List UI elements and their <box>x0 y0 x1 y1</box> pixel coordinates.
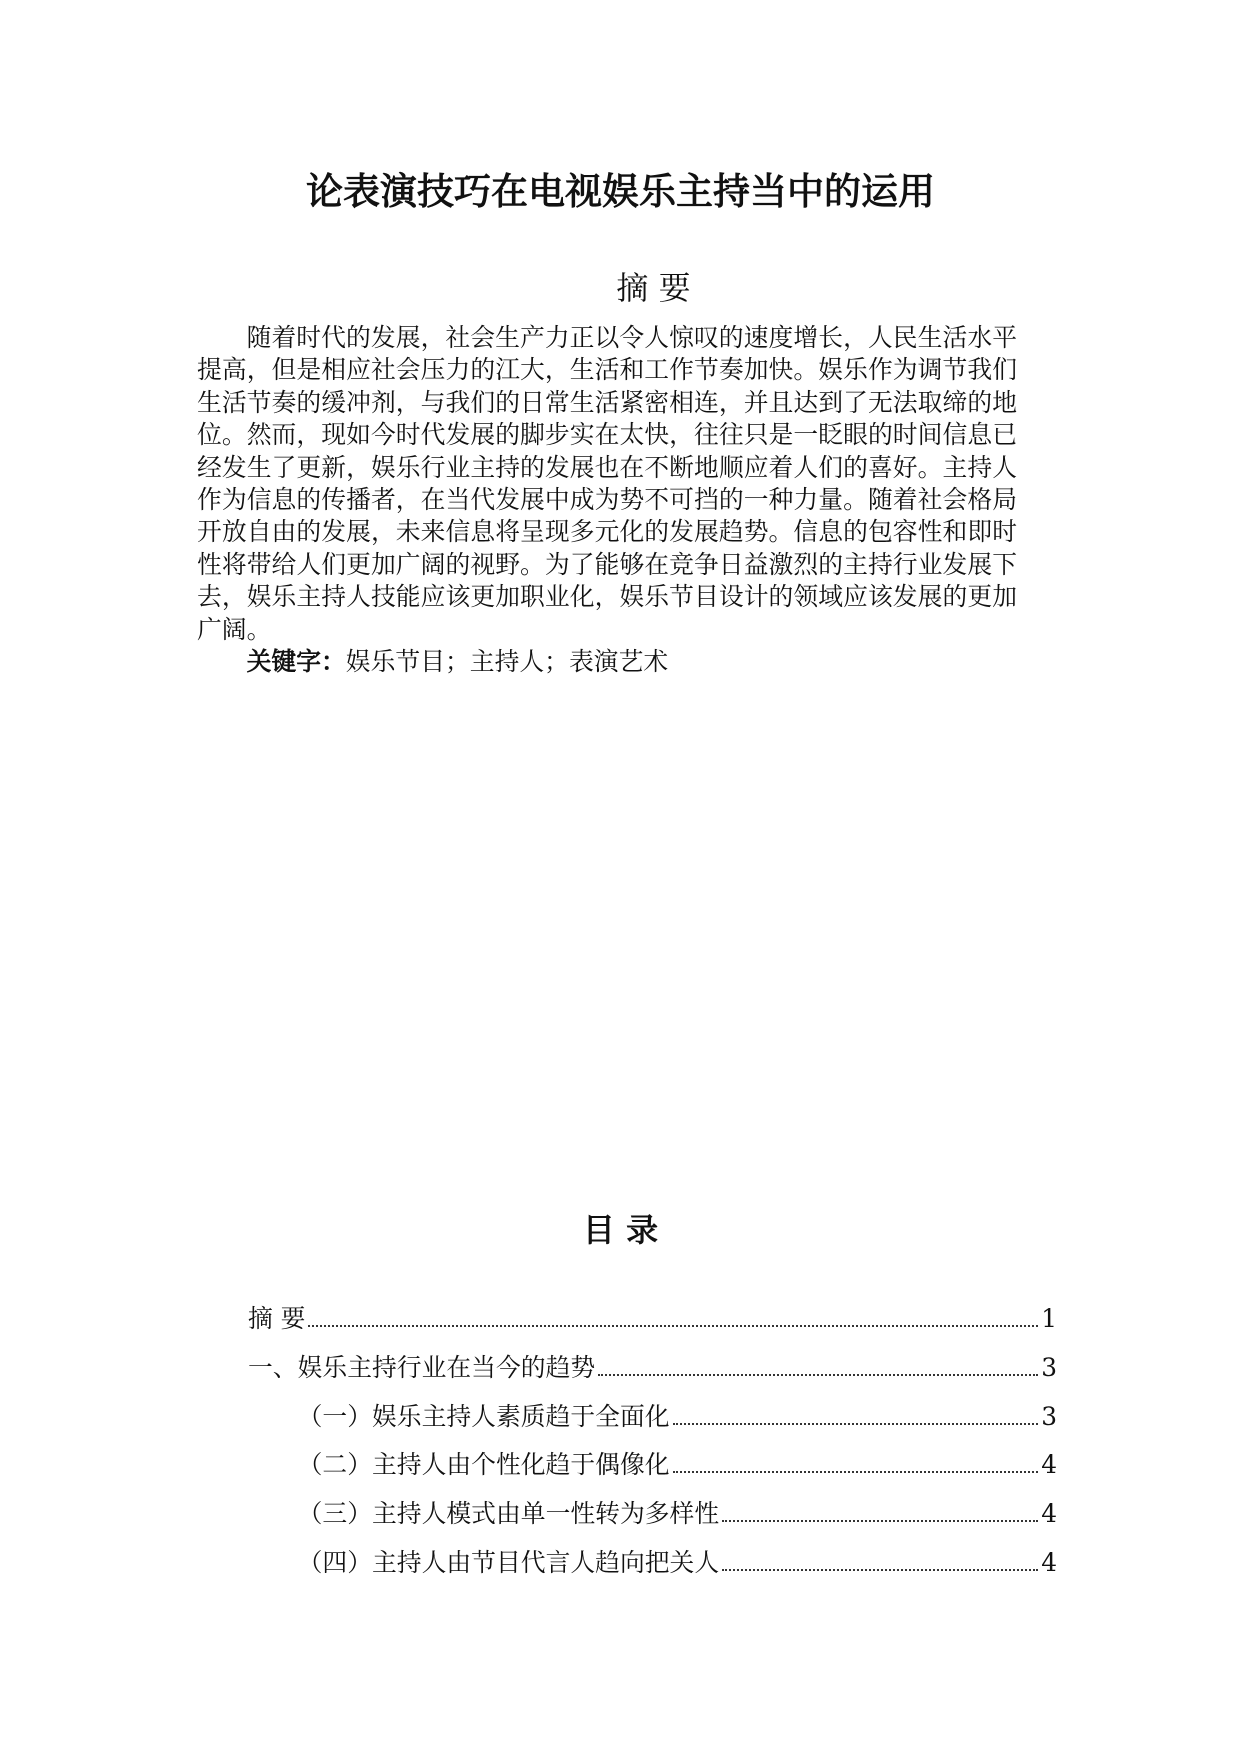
toc-entry-label: （三）主持人模式由单一性转为多样性 <box>297 1499 720 1529</box>
document-title: 论表演技巧在电视娱乐主持当中的运用 <box>306 170 935 213</box>
toc-leader-dots <box>722 1520 1038 1522</box>
toc-entry-label: 一、娱乐主持行业在当今的趋势 <box>248 1352 596 1382</box>
toc-leader-dots <box>673 1471 1039 1473</box>
abstract-section <box>197 322 1017 678</box>
keywords-line <box>197 646 1017 678</box>
abstract-body: 随着时代的发展，社会生产力正以令人惊叹的速度增长，人民生活水平提高，但是相应社会压力的江大，生活和工作节奏加快。娱乐作为调节我们生活节奏的缓冲剂，与我们的日常生活紧密相连，并且达到了无法取缔的地位。然而，现如今时代发展的脚步实在太快，往往只是一眨眼的时间信息已经发生了更新，娱乐行业主持的发展也在不断地顺应着人们的喜好。主持人作为信息的传播者，在当代发展中成为势不可挡的一种力量。随着社会格局开放自由的发展，未来信息将呈现多元化的发展趋势。信息的包容性和即时性将带给人们更加广阔的视野。为了能够在竞争日益激烈的主持行业发展下去，娱乐主持人技能应该更加职业化，娱乐节目设计的领域应该发展的更加广阔。 <box>197 323 1017 644</box>
toc-entry-label: 摘 要 <box>248 1304 306 1333</box>
toc-entry-page-number: 4 <box>1041 1547 1057 1577</box>
toc-entry-page-number: 1 <box>1041 1304 1057 1333</box>
toc-entry <box>248 1393 1057 1442</box>
toc-entry <box>248 1344 1057 1393</box>
toc-entry-label: （一）娱乐主持人素质趋于全面化 <box>297 1401 670 1431</box>
toc-heading: 目 录 <box>582 1211 659 1249</box>
keywords-label: 关键字： <box>246 647 346 677</box>
abstract-heading: 摘 要 <box>616 269 691 307</box>
toc-entry <box>248 1441 1057 1490</box>
keywords-text: 娱乐节目；主持人；表演艺术 <box>345 647 669 677</box>
toc-entry <box>248 1539 1057 1588</box>
toc-leader-dots <box>308 1325 1038 1327</box>
toc-entry-label: （四）主持人由节目代言人趋向把关人 <box>297 1547 720 1577</box>
toc-entry-page-number: 4 <box>1041 1450 1057 1480</box>
toc-entry-label: （二）主持人由个性化趋于偶像化 <box>297 1450 670 1480</box>
toc-entry <box>248 1295 1057 1344</box>
table-of-contents <box>248 1295 1057 1588</box>
toc-leader-dots <box>673 1423 1039 1425</box>
toc-leader-dots <box>722 1569 1038 1571</box>
toc-entry-page-number: 3 <box>1041 1352 1057 1382</box>
toc-leader-dots <box>598 1374 1038 1376</box>
toc-entry-page-number: 3 <box>1041 1401 1057 1431</box>
toc-entry-page-number: 4 <box>1041 1499 1057 1529</box>
toc-entry <box>248 1490 1057 1539</box>
